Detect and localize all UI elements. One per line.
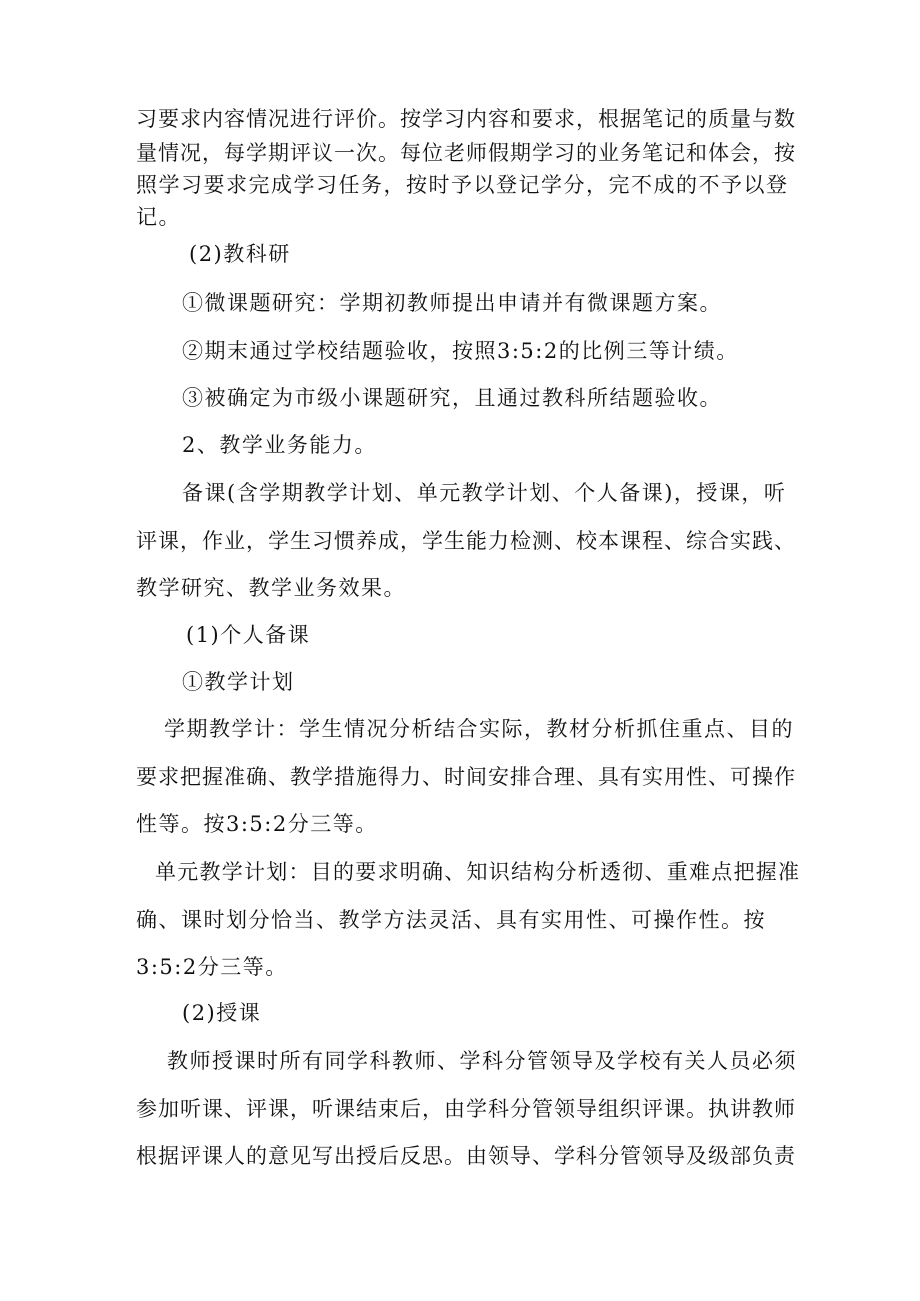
text-line: 性等。按3:5:2分三等。 bbox=[136, 812, 378, 836]
text-line: 根据评课人的意见写出授后反思。由领导、学科分管领导及级部负责 bbox=[136, 1144, 796, 1168]
text-line: 单元教学计划：目的要求明确、知识结构分析透彻、重难点把握准 bbox=[155, 860, 801, 884]
text-line: 备课(含学期教学计划、单元教学计划、个人备课)，授课，听 bbox=[182, 481, 787, 505]
text-line: 教师授课时所有同学科教师、学科分管领导及学校有关人员必须 bbox=[167, 1049, 797, 1073]
text-line: 参加听课、评课，听课结束后，由学科分管领导组织评课。执讲教师 bbox=[136, 1097, 796, 1121]
text-line: 要求把握准确、教学措施得力、时间安排合理、具有实用性、可操作 bbox=[136, 765, 796, 789]
section-heading: (2)教科研 bbox=[189, 242, 291, 266]
text-line: 记。 bbox=[136, 205, 181, 229]
text-line: ①微课题研究：学期初教师提出申请并有微课题方案。 bbox=[182, 291, 722, 315]
text-line: ②期末通过学校结题验收，按照3:5:2的比例三等计绩。 bbox=[182, 339, 739, 363]
text-line: 评课，作业，学生习惯养成，学生能力检测、校本课程、综合实践、 bbox=[136, 529, 796, 553]
text-line: 量情况，每学期评议一次。每位老师假期学习的业务笔记和体会，按 bbox=[136, 141, 796, 165]
section-heading: (1)个人备课 bbox=[186, 623, 311, 647]
text-line: 学期教学计：学生情况分析结合实际，教材分析抓住重点、目的 bbox=[164, 717, 794, 741]
text-line: ③被确定为市级小课题研究，且通过教科所结题验收。 bbox=[182, 386, 722, 410]
section-heading: ①教学计划 bbox=[182, 670, 295, 694]
section-heading: (2)授课 bbox=[182, 1001, 262, 1025]
text-line: 教学研究、教学业务效果。 bbox=[136, 576, 406, 600]
text-line: 照学习要求完成学习任务，按时予以登记学分，完不成的不予以登 bbox=[136, 173, 789, 197]
text-line: 习要求内容情况进行评价。按学习内容和要求，根据笔记的质量与数 bbox=[136, 107, 796, 131]
text-line: 确、课时划分恰当、教学方法灵活、具有实用性、可操作性。按 bbox=[136, 908, 766, 932]
section-heading: 2、教学业务能力。 bbox=[182, 433, 377, 457]
text-line: 3:5:2分三等。 bbox=[136, 955, 288, 979]
